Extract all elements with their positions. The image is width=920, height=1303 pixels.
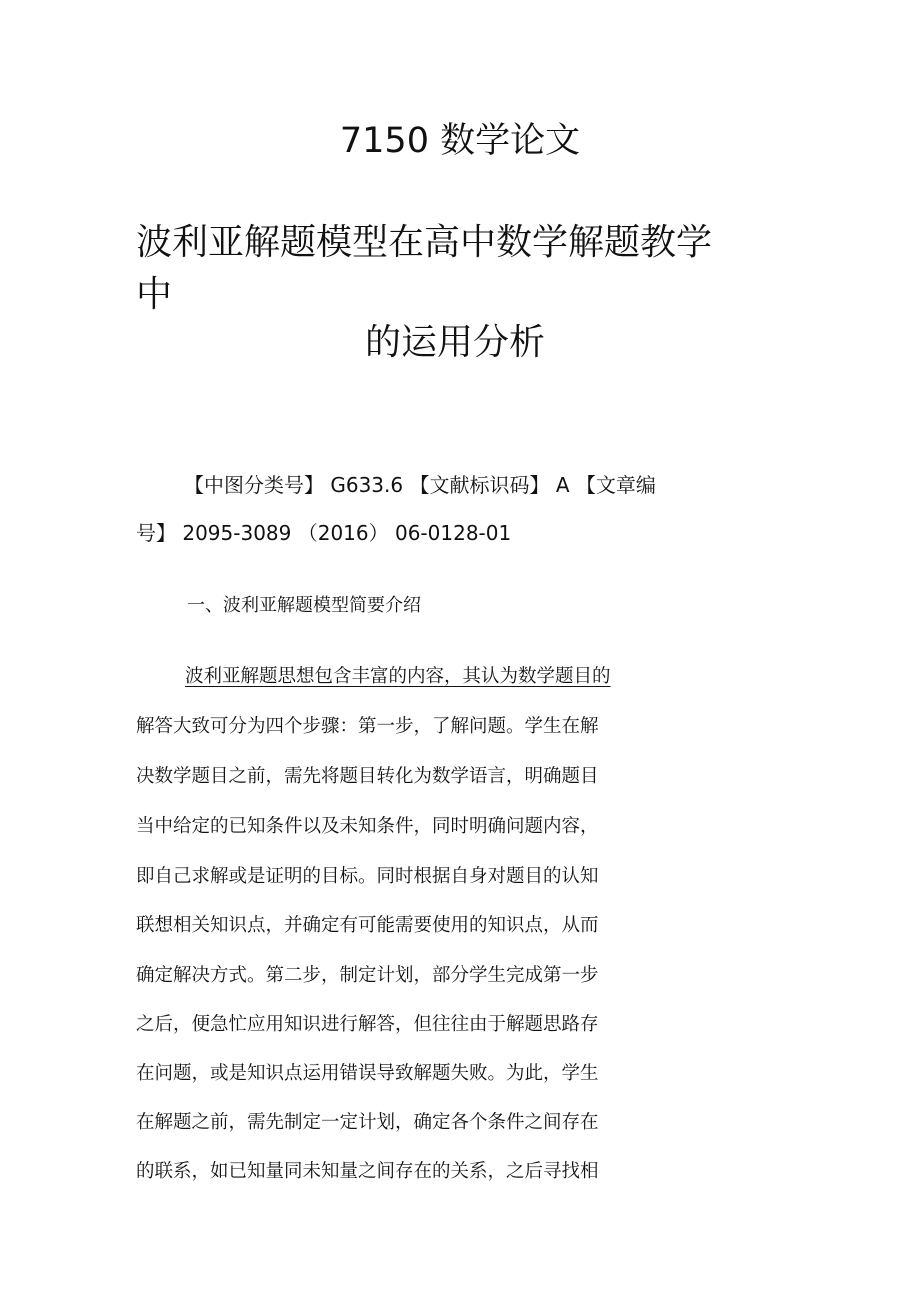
paragraph-line: 决数学题目之前，需先将题目转化为数学语言，明确题目 — [136, 766, 599, 787]
paragraph-line: 联想相关知识点，并确定有可能需要使用的知识点，从而 — [136, 915, 599, 936]
paragraph-line: 之后，便急忙应用知识进行解答，但往往由于解题思路存 — [136, 1014, 599, 1035]
classification-line-2: 号】 2095-3089 （2016） 06-0128-01 — [136, 521, 512, 545]
paragraph-line: 波利亚解题思想包含丰富的内容，其认为数学题目的 — [185, 666, 611, 687]
article-heading-line-3: 的运用分析 — [365, 322, 546, 363]
paragraph-line: 在解题之前，需先制定一定计划，确定各个条件之间存在 — [136, 1112, 599, 1133]
classification-line-1: 【中图分类号】 G633.6 【文献标识码】 A 【文章编 — [184, 473, 656, 497]
paragraph-line: 的联系，如已知量同未知量之间存在的关系，之后寻找相 — [136, 1161, 599, 1182]
section-heading: 一、波利亚解题模型简要介绍 — [187, 595, 421, 616]
document-title: 7150 数学论文 — [339, 121, 581, 161]
article-heading-line-2: 中 — [136, 274, 173, 315]
paragraph-line: 在问题，或是知识点运用错误导致解题失败。为此，学生 — [136, 1063, 599, 1084]
paragraph-line: 当中给定的已知条件以及未知条件，同时明确问题内容， — [136, 816, 599, 837]
paragraph-line: 确定解决方式。第二步，制定计划，部分学生完成第一步 — [136, 965, 599, 986]
paragraph-line: 解答大致可分为四个步骤：第一步，了解问题。学生在解 — [136, 716, 599, 737]
article-heading-line-1: 波利亚解题模型在高中数学解题教学 — [136, 222, 713, 263]
paragraph-line: 即自己求解或是证明的目标。同时根据自身对题目的认知 — [136, 866, 599, 887]
